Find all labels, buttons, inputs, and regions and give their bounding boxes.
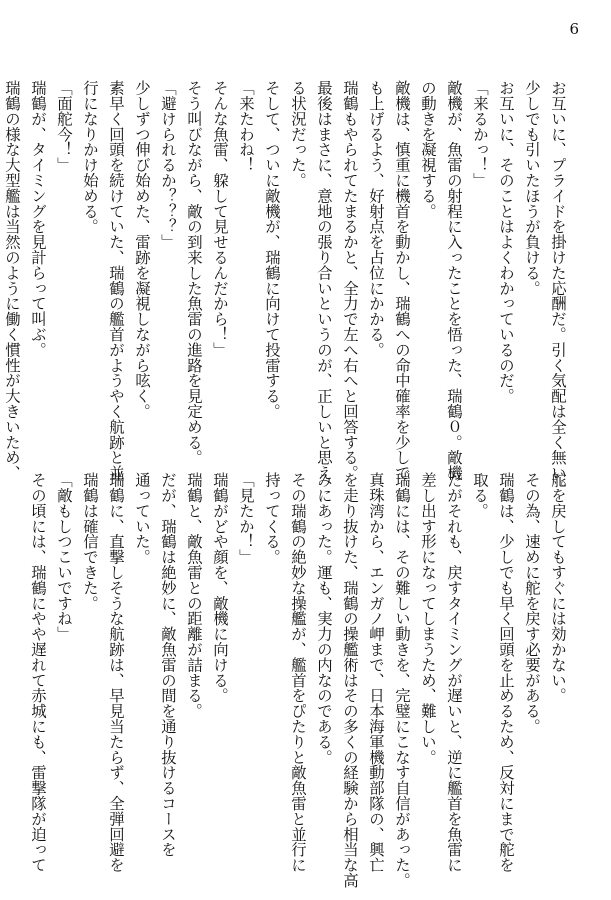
text-line: 瑞鶴と、敵魚雷との距離が詰まる。: [185, 472, 203, 719]
text-line: 瑞鶴が、タイミングを見計らって叫ぶ。: [29, 80, 47, 358]
text-line: その瑞鶴の絶妙な操艦が、艦首をぴたりと敵魚雷と並行に: [289, 472, 307, 873]
text-line: みにあった。運も、実力の内なのである。: [315, 472, 333, 765]
text-line: だがそれも、戻すタイミングが遅いと、逆に艦首を魚雷に: [445, 472, 463, 873]
text-line: 瑞鶴もやられてたまるかと、全力で左へ右へと回答する。: [341, 80, 359, 481]
text-line: 「敵もしつこいですね」: [55, 472, 73, 642]
text-line: も上げるよう、好射点を占位にかかる。: [367, 80, 385, 358]
text-line: 舵を戻してもすぐには効かない。: [549, 472, 567, 703]
text-line: 「面舵今！」: [55, 80, 73, 173]
text-line: 素早く回頭を続けていた、瑞鶴の艦首がようやく航跡と並: [107, 80, 125, 481]
text-line: 瑞鶴の様な大型艦は当然のように働く慣性が大きいため、: [3, 80, 21, 481]
text-line: 差し出す形になってしまうため、難しい。: [419, 472, 437, 765]
page-number: 6: [569, 20, 579, 38]
text-line: 敵機は、慎重に機首を動かし、瑞鶴への命中確率を少しで: [393, 80, 411, 481]
text-line: 瑞鶴は、少しでも早く回頭を止めるため、反対にまで舵を: [497, 472, 515, 873]
text-line: 「来たわね！: [237, 80, 255, 173]
text-line: 通っていた。: [133, 472, 151, 565]
text-line: 敵機が、魚雷の射程に入ったことを悟った、瑞鶴０。敵機: [445, 80, 463, 481]
text-line: 瑞鶴に、直撃しそうな航跡は、早見当たらず、全弾回避を: [107, 472, 125, 873]
text-line: る状況だった。: [289, 80, 307, 188]
text-line: そう叫びながら、敵の到来した魚雷の進路を見定める。: [185, 80, 203, 465]
text-line: その為、速めに舵を戻す必要がある。: [523, 472, 541, 734]
text-line: 瑞鶴がどや顔を、敵機に向ける。: [211, 472, 229, 703]
text-line: 瑞鶴は確信できた。: [81, 472, 99, 611]
text-line: その頃には、瑞鶴にやや遅れて赤城にも、雷撃隊が迫って: [29, 472, 47, 873]
text-line: 少しでも引いたほうが負ける。: [523, 80, 541, 296]
text-line: 持ってくる。: [263, 472, 281, 565]
text-line: そして、ついに敵機が、瑞鶴に向けて投雷する。: [263, 80, 281, 419]
text-line: を走り抜けた、瑞鶴の操艦術はその多くの経験から相当な高: [341, 472, 359, 888]
text-line: 「来るかっ！」: [471, 80, 489, 188]
text-line: 真珠湾から、エンガノ岬まで、日本海軍機動部隊の、興亡: [367, 472, 385, 873]
text-line: 少しずつ伸び始めた、雷跡を凝視しながら呟く。: [133, 80, 151, 419]
text-line: 最後はまさに、意地の張り合いというのが、正しいと思え: [315, 80, 333, 481]
text-line: 行になりかけ始める。: [81, 80, 99, 234]
text-line: お互いに、そのことはよくわかっているのだ。: [497, 80, 515, 404]
text-line: 瑞鶴には、その難しい動きを、完璧にこなす自信があった。: [393, 472, 411, 888]
lower-text-column: [29, 472, 571, 888]
text-line: の動きを凝視する。: [419, 80, 437, 219]
text-line: 取る。: [471, 472, 489, 519]
text-line: 「避けられるか？？？」: [159, 80, 177, 250]
text-line: お互いに、プライドを掛けた応酬だ。引く気配は全く無い。: [549, 80, 567, 496]
text-line: だが、瑞鶴は絶妙に、敵魚雷の間を通り抜けるコースを: [159, 472, 177, 857]
text-line: 「見たか！」: [237, 472, 255, 565]
text-line: そんな魚雷、躱して見せるんだから！」: [211, 80, 229, 358]
